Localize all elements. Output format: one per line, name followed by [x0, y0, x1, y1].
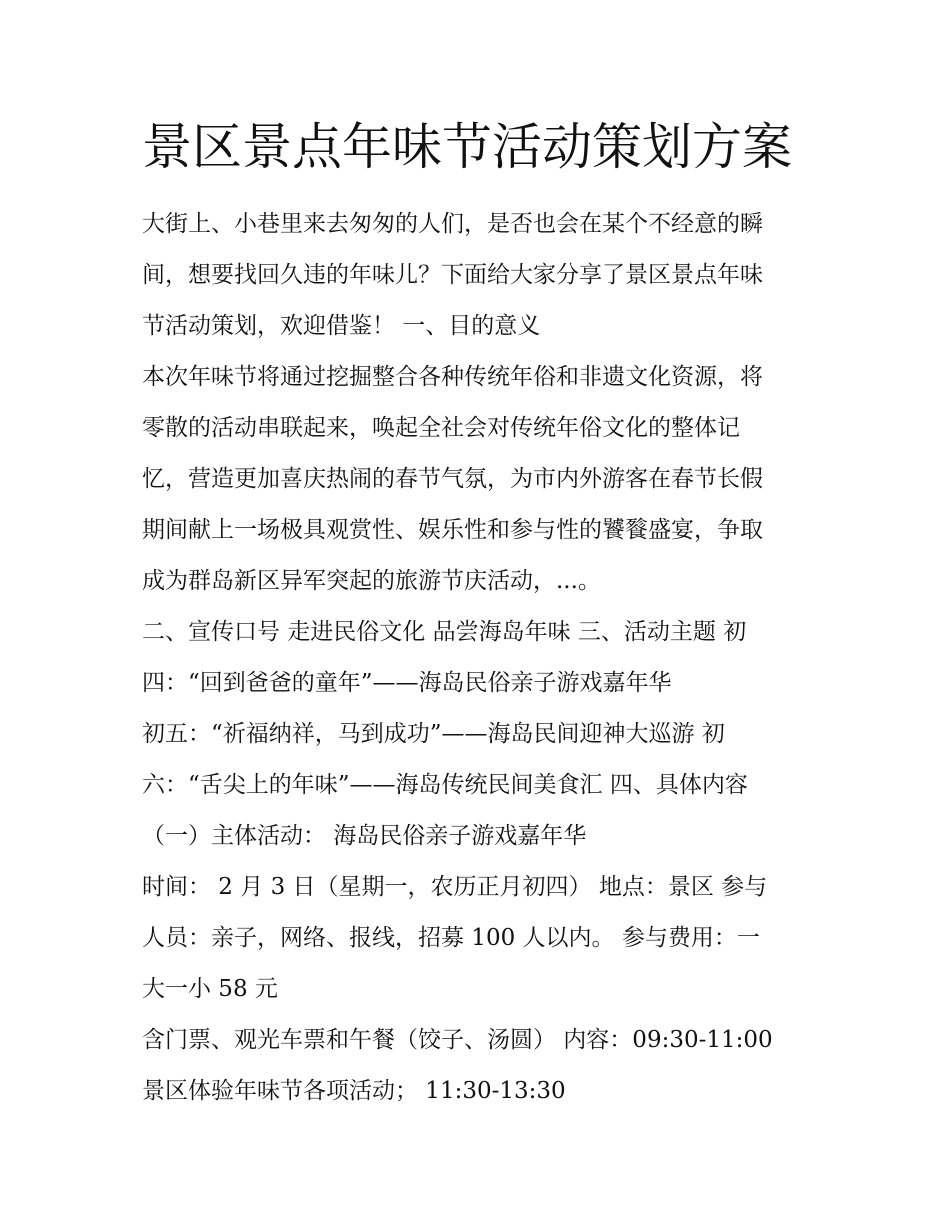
text-line: 零散的活动串联起来，唤起全社会对传统年俗文化的整体记: [142, 415, 740, 441]
text-line: 成为群岛新区异军突起的旅游节庆活动，...。: [142, 568, 601, 594]
text-line: 四：“回到爸爸的童年”——海岛民俗亲子游戏嘉年华: [142, 670, 672, 696]
text-line: 时间： 2 月 3 日（星期一，农历正月初四） 地点：景区 参与: [142, 874, 768, 900]
text-line: 景区体验年味节各项活动； 11:30-13:30: [142, 1078, 566, 1104]
text-line: 大一小 58 元: [142, 976, 278, 1002]
text-line: 本次年味节将通过挖掘整合各种传统年俗和非遗文化资源，将: [142, 364, 763, 390]
text-line: 期间献上一场极具观赏性、娱乐性和参与性的饕餮盛宴，争取: [142, 517, 763, 543]
text-line: 大街上、小巷里来去匆匆的人们，是否也会在某个不经意的瞬: [142, 211, 763, 237]
text-line: 节活动策划，欢迎借鉴！ 一、目的意义: [142, 313, 541, 339]
text-line: 人员：亲子，网络、报线，招募 100 人以内。 参与费用：一: [142, 925, 760, 951]
text-line: 间，想要找回久违的年味儿？下面给大家分享了景区景点年味: [142, 262, 763, 288]
document-body: [142, 199, 822, 1117]
text-line: 含门票、观光车票和午餐（饺子、汤圆） 内容：09:30-11:00: [142, 1027, 773, 1053]
document-title: 景区景点年味节活动策划方案: [142, 118, 792, 176]
text-line: 二、宣传口号 走进民俗文化 品尝海岛年味 三、活动主题 初: [142, 619, 747, 645]
text-line: 初五：“祈福纳祥，马到成功”——海岛民间迎神大巡游 初: [142, 721, 725, 747]
text-line: 六：“舌尖上的年味”——海岛传统民间美食汇 四、具体内容: [142, 772, 748, 798]
text-line: （一）主体活动： 海岛民俗亲子游戏嘉年华: [142, 823, 587, 849]
text-line: 忆，营造更加喜庆热闹的春节气氛，为市内外游客在春节长假: [142, 466, 763, 492]
